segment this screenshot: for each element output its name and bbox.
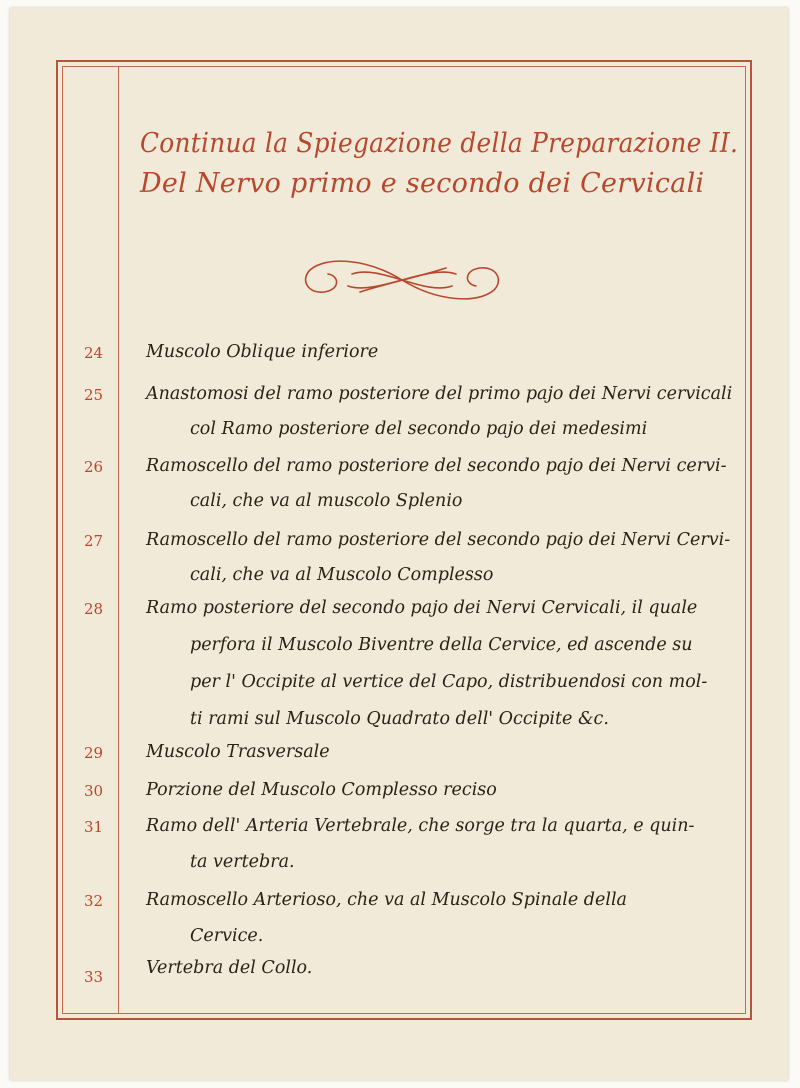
entry-line: Cervice. [190, 926, 264, 946]
entry-number: 32 [84, 892, 104, 910]
entry-number: 29 [84, 744, 104, 762]
entry-line: cali, che va al muscolo Splenio [190, 491, 463, 511]
flourish-ornament [296, 252, 508, 308]
entry-line: Porzione del Muscolo Complesso reciso [146, 780, 497, 800]
entry-number: 28 [84, 600, 104, 618]
entry-number: 27 [84, 532, 104, 550]
entry-number: 25 [84, 386, 104, 404]
entry-line: Anastomosi del ramo posteriore del primo pajo dei Nervi cervicali [146, 384, 733, 404]
entry-line: Muscolo Oblique inferiore [146, 342, 379, 362]
entry-line: Ramoscello del ramo posteriore del secondo pajo dei Nervi cervi- [146, 456, 727, 476]
entry-number: 30 [84, 782, 104, 800]
entry-number: 31 [84, 818, 104, 836]
margin-rule [118, 66, 119, 1014]
entry-line: ta vertebra. [190, 852, 295, 872]
title-line-1: Continua la Spiegazione della Preparazione II. [140, 128, 739, 159]
entry-line: Vertebra del Collo. [146, 958, 313, 978]
entry-line: perfora il Muscolo Biventre della Cervice, ed ascende su [190, 635, 693, 655]
entry-line: Ramo posteriore del secondo pajo dei Nervi Cervicali, il quale [146, 598, 698, 618]
entry-number: 33 [84, 968, 104, 986]
entry-number: 24 [84, 344, 104, 362]
title-line-2: Del Nervo primo e secondo dei Cervicali [140, 168, 705, 199]
entry-line: col Ramo posteriore del secondo pajo dei medesimi [190, 419, 648, 439]
entry-line: Ramoscello Arterioso, che va al Muscolo Spinale della [146, 890, 627, 910]
entry-number: 26 [84, 458, 104, 476]
entry-line: Ramo dell' Arteria Vertebrale, che sorge tra la quarta, e quin- [146, 816, 695, 836]
entry-line: Muscolo Trasversale [146, 742, 330, 762]
entry-line: cali, che va al Muscolo Complesso [190, 565, 494, 585]
entry-line: per l' Occipite al vertice del Capo, distribuendosi con mol- [190, 672, 708, 692]
entry-line: Ramoscello del ramo posteriore del secondo pajo dei Nervi Cervi- [146, 530, 731, 550]
entry-line: ti rami sul Muscolo Quadrato dell' Occipite &c. [190, 709, 609, 729]
